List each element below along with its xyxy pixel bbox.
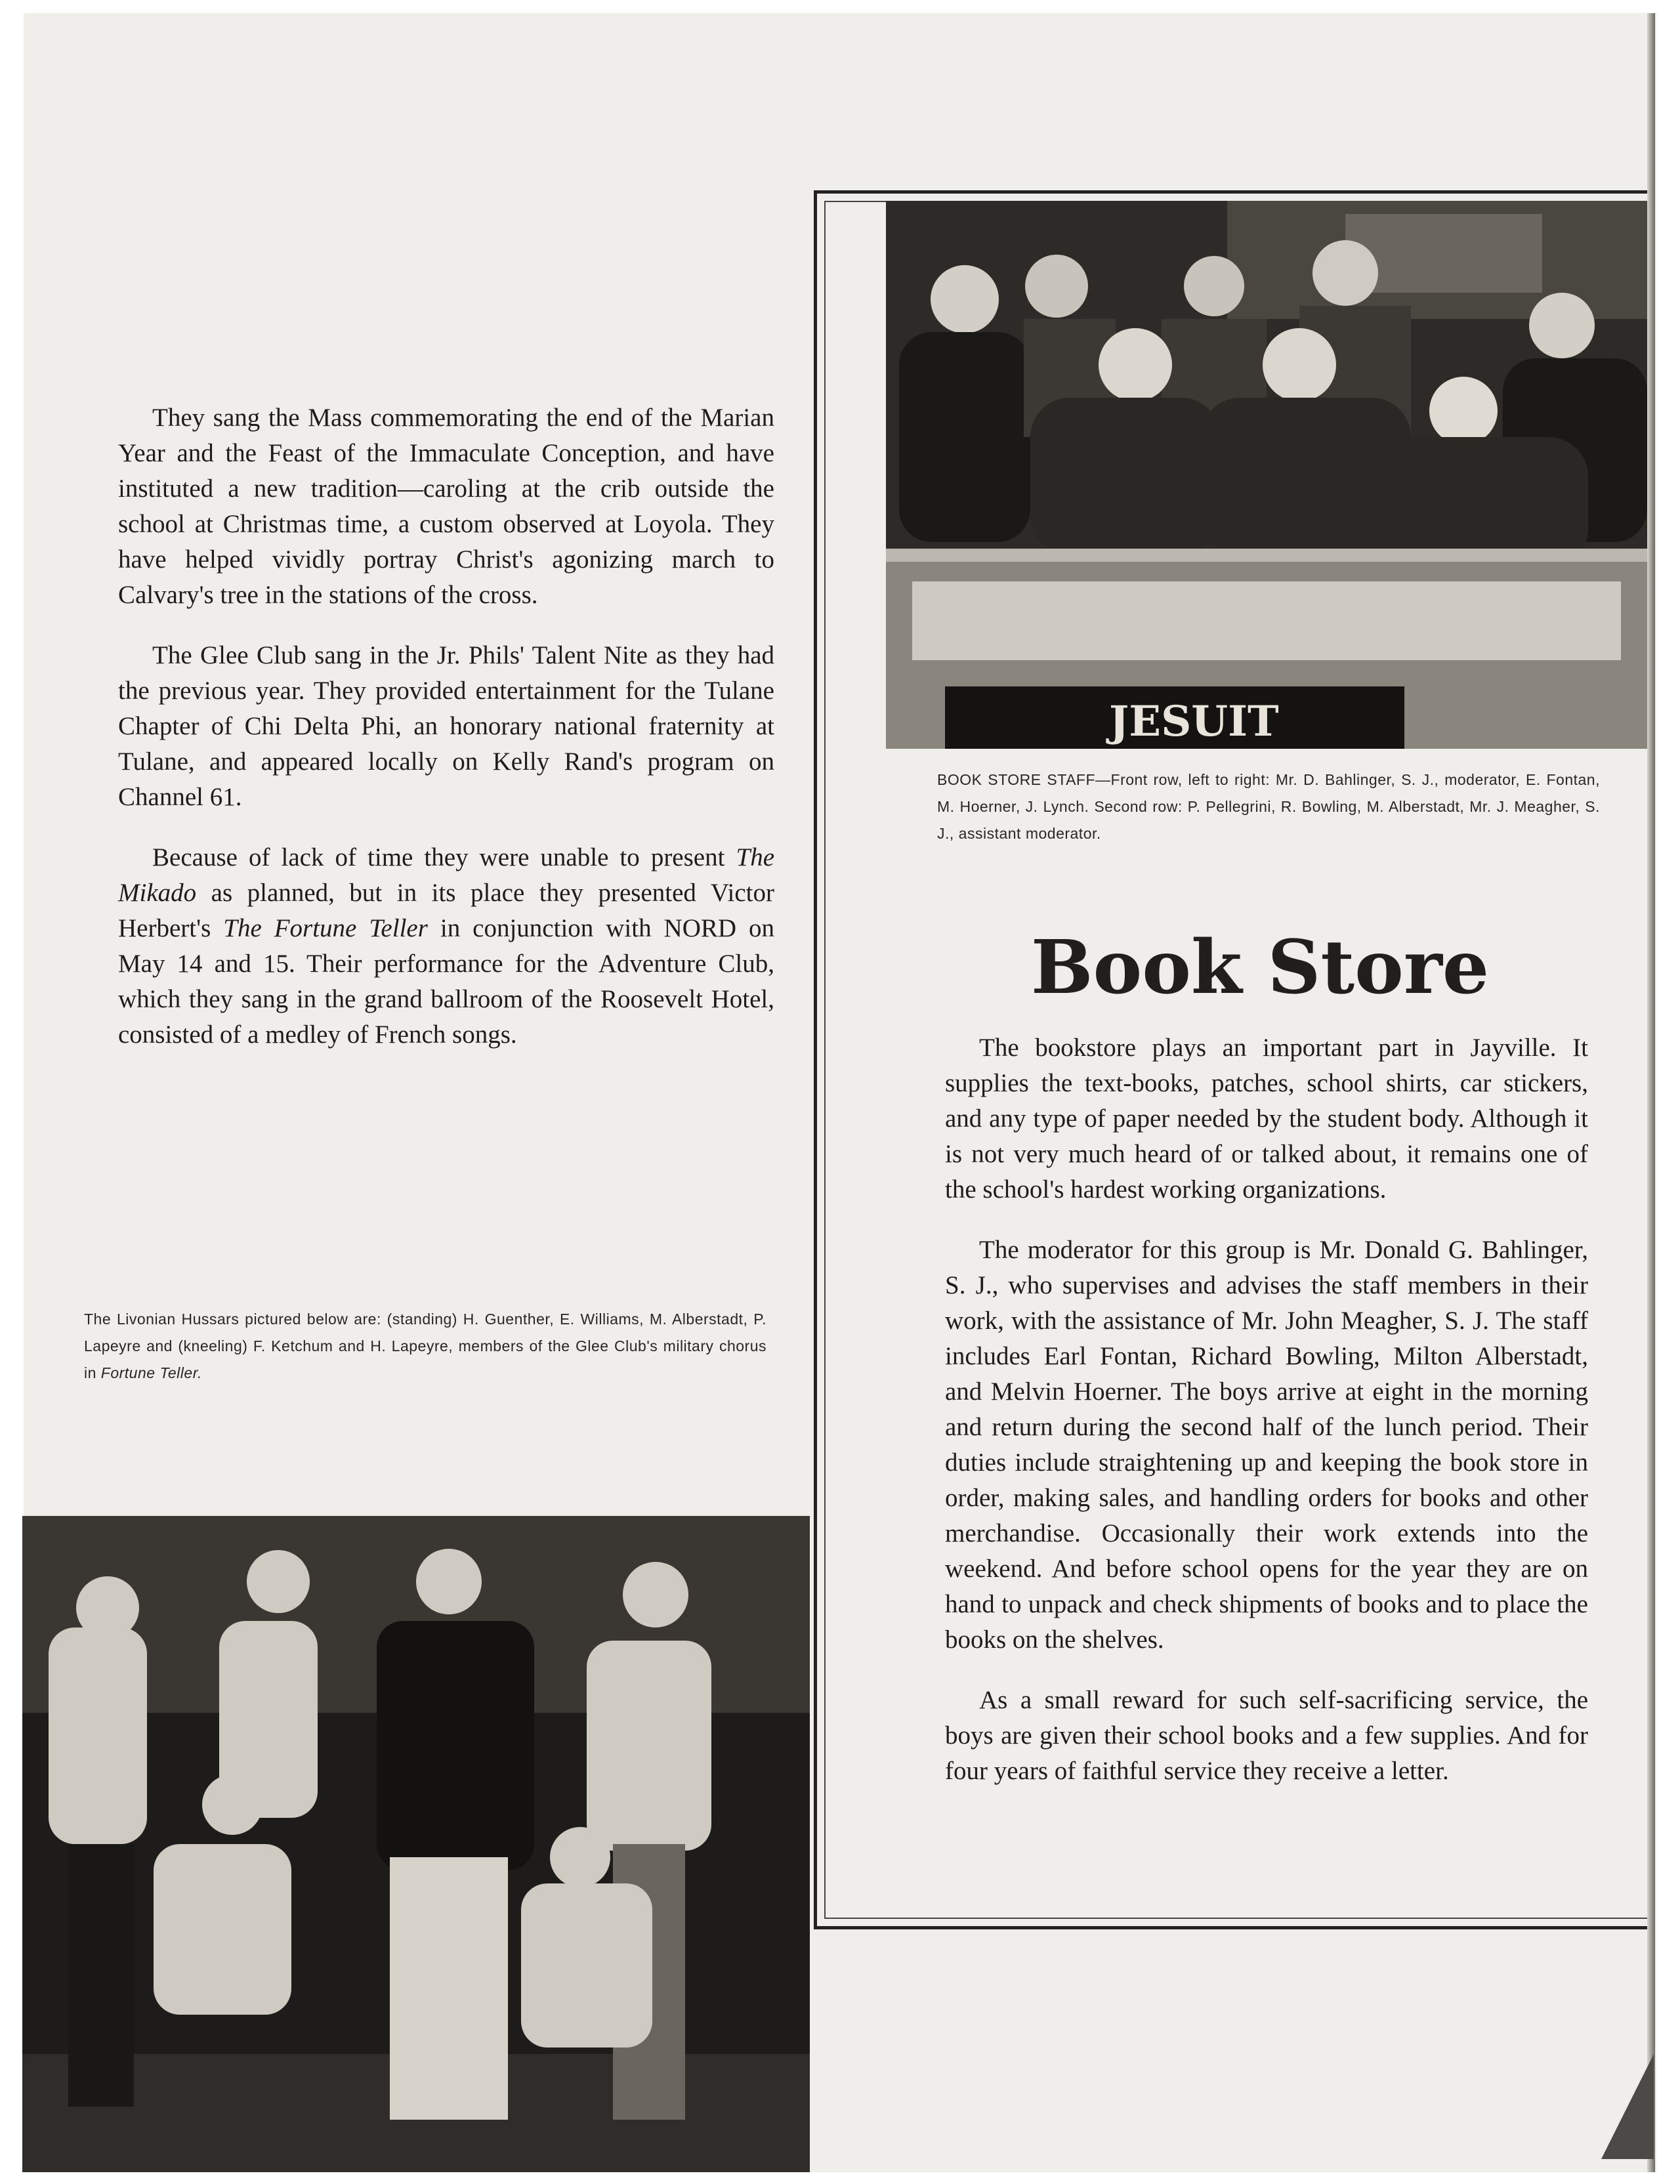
hussars-caption-text: The Livonian Hussars pictured below are: (standing) H. Guenther, E. Williams, M. Alberstadt, P. Lapeyre and (kneeling) F. Ketchum and H. Lapeyre, members of the Glee Club's military chorus in <box>84 1311 766 1381</box>
pennant-text: JESUIT <box>1109 697 1279 746</box>
page-edge-shadow <box>1647 13 1655 2172</box>
paragraph-reward: As a small reward for such self-sacrificing service, the boys are given their school books and a few supplies. And for four years of faithful service they receive a letter. <box>945 1686 1588 1785</box>
hussars-photo-drawing <box>22 1516 810 2172</box>
staff-caption: BOOK STORE STAFF—Front row, left to right: Mr. D. Bahlinger, S. J., moderator, E. Fontan, M. Hoerner, J. Lynch. Second row: P. Pellegrini, R. Bowling, M. Alberstadt, Mr. J. Meagher, S. J., assistant moderator. <box>937 771 1600 842</box>
p3-part2: as planned, but in its place they presented Victor Herbert's <box>118 879 774 942</box>
p3-part1: Because of lack of time they were unable to present <box>152 843 736 872</box>
book-store-staff-photo <box>886 201 1647 749</box>
hussars-caption-italic: Fortune Teller. <box>100 1364 202 1381</box>
paragraph-moderator: The moderator for this group is Mr. Donald G. Bahlinger, S. J., who supervises and advises the staff members in their work, with the assistance of Mr. John Meagher, S. J. The staff includes Earl Fontan, Richard Bowling, Milton Alberstadt, and Melvin Hoerner. The boys arrive at eight in the morning and return during the second half of the lunch period. Their duties include straightening up and keeping the book store in order, making sales, and handling orders for books and other merchandise. Occasionally their work extends into the weekend. And before school opens for the year they are on hand to unpack and check shipments of books and to place the books on the shelves. <box>945 1236 1588 1654</box>
book-store-title: Book Store <box>1030 925 1490 1011</box>
p3-part3: in conjunction with NORD on May 14 and 15. Their performance for the Adventure Club, which they sang in the grand ballroom of the Roosevelt Hotel, consisted of a medley of French songs. <box>118 914 774 1049</box>
staff-photo-drawing <box>886 201 1647 749</box>
glee-club-text-column <box>118 400 774 1078</box>
hussars-photo <box>22 1516 810 2172</box>
paragraph-bookstore-intro: The bookstore plays an important part in Jayville. It supplies the text-books, patches, school shirts, car stickers, and any type of paper needed by the student body. Although it is not very much heard of or talked about, it remains one of the school's hardest working organizations. <box>945 1034 1588 1204</box>
page-corner-fold <box>1601 2054 1654 2159</box>
paragraph-mass: They sang the Mass commemorating the end of the Marian Year and the Feast of the Immaculate Conception, and have instituted a new tradition—caroling at the crib outside the school at Christmas time, a custom observed at Loyola. They have helped vividly portray Christ's agonizing march to Calvary's tree in the stations of the cross. <box>118 404 774 609</box>
hussars-caption <box>84 1306 766 1387</box>
paragraph-fortune-teller <box>118 840 774 1053</box>
book-store-text-column <box>945 1030 1588 1814</box>
mikado-title: The Mikado <box>118 843 774 907</box>
paragraph-talent-nite: The Glee Club sang in the Jr. Phils' Talent Nite as they had the previous year. They provided entertainment for the Tulane Chapter of Chi Delta Phi, an honorary national fraternity at Tulane, and appeared locally on Kelly Rand's program on Channel 61. <box>118 641 774 811</box>
fortune-teller-title: The Fortune Teller <box>223 914 428 942</box>
